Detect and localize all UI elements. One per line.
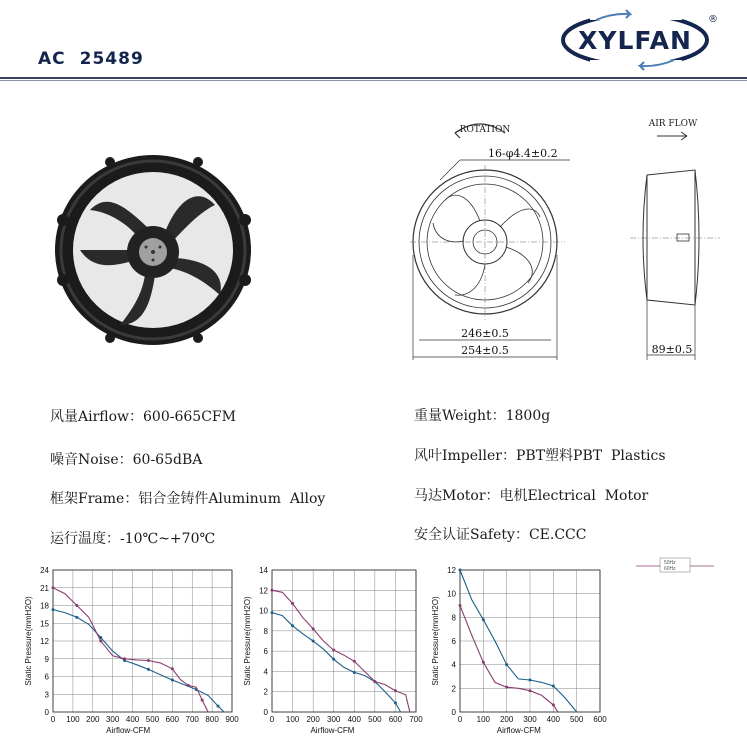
- pressure-chart-1: [10, 562, 242, 740]
- y-axis-title: Static Pressure(mmH2O): [431, 596, 440, 686]
- data-point: [147, 668, 150, 671]
- x-tick-label: 700: [185, 715, 199, 724]
- data-point: [353, 671, 356, 674]
- data-point: [171, 679, 174, 682]
- spec-frame: 框架Frame：铝合金铸件Aluminum Alloy: [50, 491, 326, 507]
- inner-diameter-label: 246±0.5: [461, 327, 509, 340]
- y-tick-label: 0: [44, 708, 49, 717]
- airflow-label: AIR FLOW: [648, 119, 698, 129]
- pressure-chart-3: [428, 562, 610, 740]
- outer-diameter-label: 254±0.5: [461, 344, 509, 357]
- x-tick-label: 200: [306, 715, 320, 724]
- data-point: [312, 627, 315, 630]
- data-point: [373, 680, 376, 683]
- data-point: [394, 689, 397, 692]
- data-point: [52, 608, 55, 611]
- x-tick-label: 500: [569, 715, 584, 724]
- x-tick-label: 0: [50, 715, 56, 724]
- y-tick-label: 18: [40, 601, 49, 611]
- x-tick-label: 400: [546, 715, 561, 724]
- y-tick-label: 0: [451, 708, 456, 717]
- data-point: [482, 618, 485, 621]
- x-tick-label: 100: [66, 715, 80, 724]
- x-tick-label: 500: [145, 715, 160, 724]
- data-point: [459, 569, 462, 572]
- data-point: [312, 640, 315, 643]
- data-point: [552, 684, 555, 687]
- legend-row1: 50Hz: [664, 560, 676, 566]
- y-tick-label: 6: [451, 637, 456, 646]
- depth-label: 89±0.5: [651, 343, 693, 356]
- data-point: [529, 679, 532, 682]
- x-tick-label: 0: [457, 715, 463, 724]
- x-tick-label: 400: [125, 715, 140, 724]
- data-point: [529, 689, 532, 692]
- data-point: [291, 602, 294, 605]
- spec-weight: 重量Weight：1800g: [414, 408, 551, 424]
- legend-row2: 60Hz: [664, 566, 676, 572]
- logo-registered: ®: [708, 14, 718, 25]
- data-point: [394, 701, 397, 704]
- hole-spec-label: 16-φ4.4±0.2: [488, 147, 558, 160]
- spec-impeller: 风叶Impeller：PBT塑料PBT Plastics: [414, 448, 666, 464]
- y-tick-label: 3: [44, 690, 49, 700]
- data-point: [271, 589, 274, 592]
- data-point: [217, 705, 220, 708]
- pressure-chart-2: [234, 562, 424, 740]
- y-tick-label: 10: [447, 589, 456, 599]
- data-point: [201, 699, 204, 702]
- series-line-2: [460, 606, 558, 713]
- x-tick-label: 600: [388, 715, 403, 724]
- series-line-1: [272, 613, 401, 712]
- y-tick-label: 12: [40, 637, 49, 646]
- spec-noise: 噪音Noise：60-65dBA: [50, 452, 203, 468]
- side-view-drawing: [625, 110, 725, 370]
- y-tick-label: 9: [44, 654, 49, 664]
- x-tick-label: 100: [476, 715, 491, 724]
- header-divider: [0, 77, 747, 79]
- y-tick-label: 6: [44, 672, 49, 682]
- x-tick-label: 600: [593, 715, 607, 724]
- data-point: [353, 660, 356, 663]
- y-tick-label: 12: [259, 586, 268, 596]
- data-point: [75, 616, 78, 619]
- rotation-label: ROTATION: [459, 125, 511, 135]
- brand-logo: [560, 8, 720, 72]
- x-tick-label: 300: [523, 715, 537, 724]
- y-tick-label: 4: [451, 660, 456, 670]
- chart-svg: [428, 562, 610, 740]
- x-axis-title: Airflow-CFM: [496, 726, 541, 735]
- header-divider-thin: [0, 80, 747, 81]
- data-point: [332, 649, 335, 652]
- data-point: [505, 686, 508, 689]
- data-point: [187, 684, 190, 687]
- fan-product-photo: [50, 150, 260, 350]
- chart-legend: [636, 556, 716, 576]
- y-tick-label: 2: [263, 687, 268, 697]
- chart-svg: [10, 562, 242, 740]
- y-tick-label: 12: [447, 566, 456, 575]
- data-point: [505, 663, 508, 666]
- x-axis-title: Airflow-CFM: [106, 726, 151, 735]
- y-tick-label: 14: [259, 566, 268, 575]
- spec-airflow: 风量Airflow：600-665CFM: [50, 409, 236, 425]
- chart-svg: [234, 562, 424, 740]
- data-point: [171, 667, 174, 670]
- y-axis-title: Static Pressure(mmH2O): [243, 596, 252, 686]
- series-line-1: [53, 610, 224, 712]
- spec-temperature: 运行温度：-10℃~+70℃: [50, 531, 216, 547]
- x-tick-label: 0: [269, 715, 275, 724]
- x-tick-label: 900: [225, 715, 239, 724]
- y-tick-label: 10: [259, 606, 268, 616]
- x-tick-label: 200: [499, 715, 514, 724]
- front-view-drawing: [400, 105, 575, 370]
- x-tick-label: 400: [347, 715, 361, 724]
- y-tick-label: 4: [263, 667, 268, 677]
- y-tick-label: 15: [40, 619, 49, 629]
- x-tick-label: 800: [205, 715, 219, 724]
- model-title: [38, 49, 158, 69]
- logo-text: XYLFAN: [578, 26, 692, 55]
- y-tick-label: 21: [40, 583, 49, 593]
- model-prefix: AC: [38, 49, 66, 69]
- x-tick-label: 300: [105, 715, 120, 724]
- y-tick-label: 8: [263, 626, 268, 636]
- x-tick-label: 700: [409, 715, 423, 724]
- x-tick-label: 300: [327, 715, 341, 724]
- x-tick-label: 100: [285, 715, 300, 724]
- data-point: [271, 611, 274, 614]
- data-point: [291, 624, 294, 627]
- data-point: [52, 586, 55, 589]
- y-tick-label: 8: [451, 613, 456, 623]
- data-point: [75, 604, 78, 607]
- data-point: [99, 640, 102, 643]
- data-point: [459, 604, 462, 607]
- data-point: [482, 661, 485, 664]
- x-axis-title: Airflow-CFM: [310, 726, 355, 735]
- model-number: 25489: [79, 49, 144, 69]
- data-point: [332, 658, 335, 661]
- y-tick-label: 2: [451, 684, 456, 694]
- x-tick-label: 600: [165, 715, 180, 724]
- x-tick-label: 500: [368, 715, 382, 724]
- data-point: [552, 703, 555, 706]
- spec-motor: 马达Motor：电机Electrical Motor: [414, 488, 649, 504]
- y-tick-label: 0: [263, 708, 268, 717]
- y-tick-label: 6: [263, 647, 268, 657]
- y-tick-label: 24: [40, 566, 49, 575]
- data-point: [147, 659, 150, 662]
- x-tick-label: 200: [86, 715, 100, 724]
- y-axis-title: Static Pressure(mmH2O): [24, 596, 33, 686]
- spec-safety: 安全认证Safety：CE.CCC: [414, 527, 587, 543]
- data-point: [123, 657, 126, 660]
